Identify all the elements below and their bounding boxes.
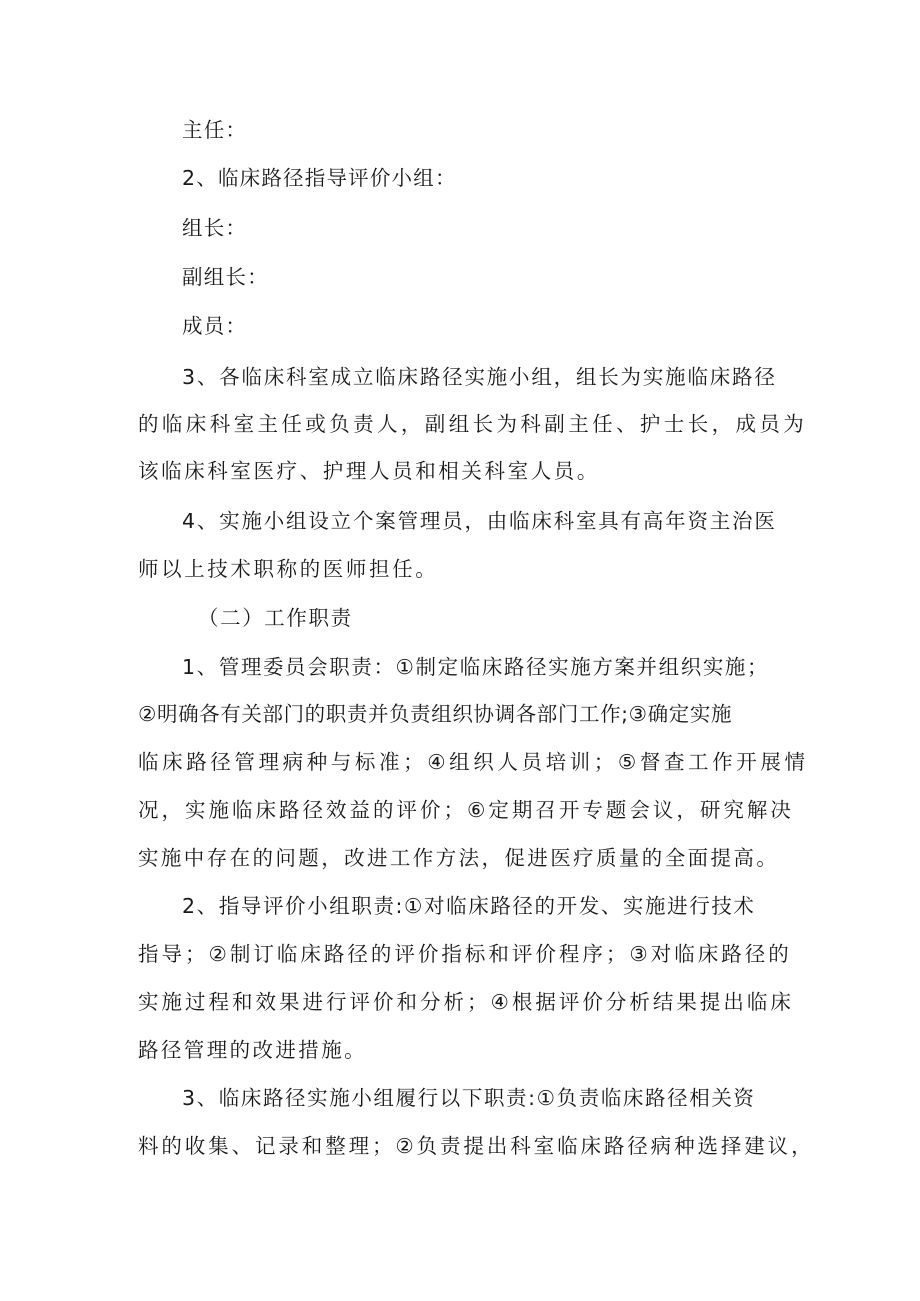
section-heading-duties: （二）工作职责 (198, 606, 353, 630)
duties-2-line-3: 实施过程和效果进行评价和分析；④根据评价分析结果提出临床 (138, 990, 794, 1014)
duties-1-line-5: 实施中存在的问题，改进工作方法，促进医疗质量的全面提高。 (138, 846, 780, 870)
duties-3-line-1: 3、临床路径实施小组履行以下职责:①负责临床路径相关资 (182, 1086, 756, 1110)
duties-2-line-1: 2、指导评价小组职责:①对临床路径的开发、实施进行技术 (182, 894, 756, 918)
duties-1-line-2: ②明确各有关部门的职责并负责组织协调各部门工作;③确定实施 (138, 702, 733, 726)
guidance-group-heading: 2、临床路径指导评价小组： (182, 166, 457, 190)
paragraph-3-line-1: 3、各临床科室成立临床路径实施小组，组长为实施临床路径 (182, 365, 777, 389)
group-leader-label: 组长： (182, 216, 248, 240)
paragraph-3-line-2: 的临床科室主任或负责人，副组长为科副主任、护士长，成员为 (138, 412, 808, 436)
duties-2-line-2: 指导；②制订临床路径的评价指标和评价程序；③对临床路径的 (138, 942, 792, 966)
paragraph-4-line-1: 4、实施小组设立个案管理员，由临床科室具有高年资主治医 (182, 509, 777, 533)
duties-1-line-3: 临床路径管理病种与标准；④组织人员培训；⑤督查工作开展情 (138, 750, 809, 774)
duties-3-line-2: 料的收集、记录和整理；②负责提出科室临床路径病种选择建议， (138, 1134, 815, 1158)
paragraph-3-line-3: 该临床科室医疗、护理人员和相关科室人员。 (138, 459, 600, 483)
paragraph-4-line-2: 师以上技术职称的医师担任。 (138, 557, 439, 581)
director-label: 主任： (182, 118, 248, 142)
duties-2-line-4: 路径管理的改进措施。 (138, 1038, 367, 1062)
deputy-leader-label: 副组长： (182, 265, 269, 289)
duties-1-line-1: 1、管理委员会职责：①制定临床路径实施方案并组织实施； (182, 655, 770, 679)
members-label: 成员： (182, 314, 248, 338)
duties-1-line-4: 况，实施临床路径效益的评价；⑥定期召开专题会议，研究解决 (138, 798, 794, 822)
